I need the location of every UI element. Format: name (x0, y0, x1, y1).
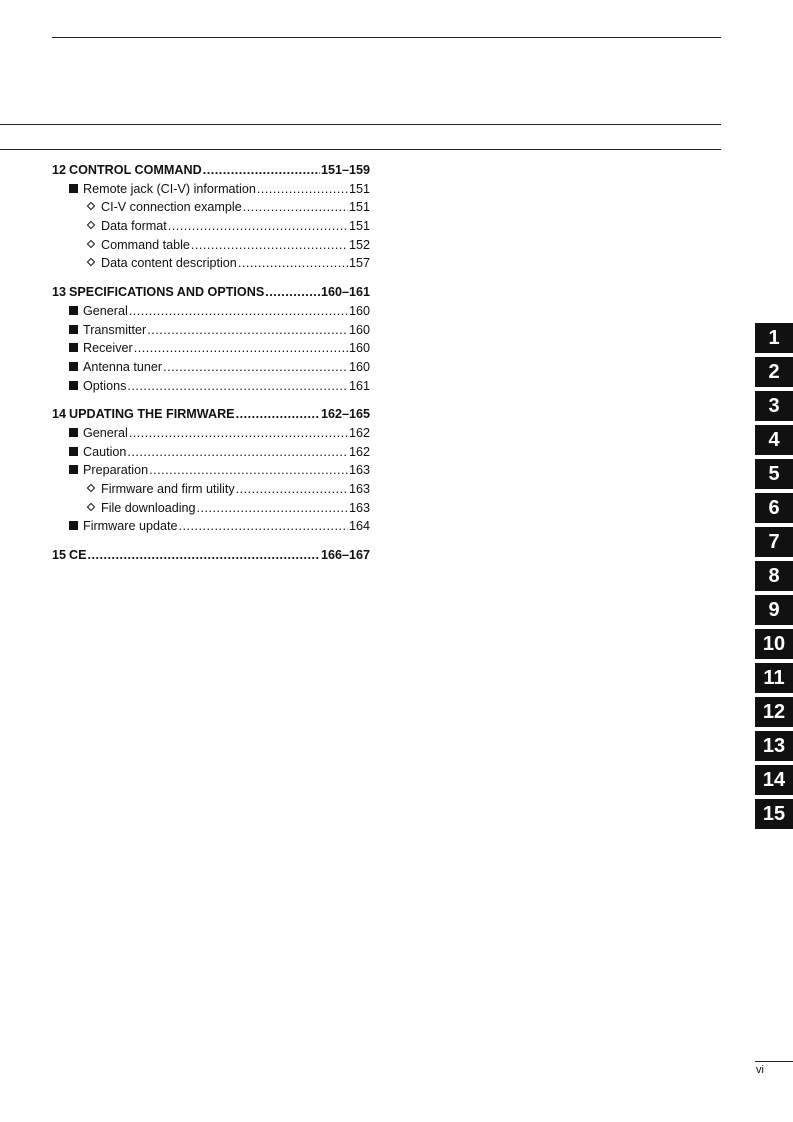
diamond-bullet-icon (87, 484, 95, 492)
toc-entry-page: 163 (348, 482, 370, 496)
top-rule (52, 37, 721, 38)
chapter-tab-8[interactable]: 8 (755, 561, 793, 591)
toc-entry-label: General (83, 303, 128, 318)
chapter-tab-3[interactable]: 3 (755, 391, 793, 421)
toc-entry[interactable] (52, 321, 370, 340)
toc-entry-page: 160 (348, 341, 370, 356)
square-bullet-icon (69, 325, 78, 334)
chapter-page-range: 166–167 (320, 548, 370, 563)
chapter-tab-11[interactable]: 11 (755, 663, 793, 693)
chapter-tab-15[interactable]: 15 (755, 799, 793, 829)
chapter-title: CONTROL COMMAND (69, 163, 202, 177)
toc-entry-page: 152 (348, 237, 370, 252)
toc-chapter-heading[interactable] (52, 546, 370, 565)
toc-entry-page: 151 (348, 219, 370, 234)
toc-entry[interactable] (52, 517, 370, 536)
toc-entry[interactable] (52, 198, 370, 217)
toc-chapter-heading[interactable] (52, 161, 370, 180)
toc-chapter-15 (52, 546, 370, 565)
toc-chapter-heading[interactable] (52, 405, 370, 424)
toc-entry-page: 160 (348, 322, 370, 337)
leader-dots (257, 180, 348, 199)
toc-entry[interactable] (52, 461, 370, 480)
leader-dots (197, 499, 348, 518)
header-rule-upper (0, 124, 721, 125)
square-bullet-icon (69, 343, 78, 352)
toc-entry[interactable] (52, 236, 370, 255)
square-bullet-icon (69, 362, 78, 371)
square-bullet-icon (69, 447, 78, 456)
square-bullet-icon (69, 184, 78, 193)
chapter-tab-2[interactable]: 2 (755, 357, 793, 387)
diamond-bullet-icon (87, 202, 95, 210)
toc-entry-label: Remote jack (CI-V) information (83, 181, 256, 196)
toc-entry-page: 164 (348, 519, 370, 534)
leader-dots (203, 161, 320, 180)
chapter-tab-7[interactable]: 7 (755, 527, 793, 557)
toc-entry[interactable] (52, 424, 370, 443)
toc-entry-label: Transmitter (83, 322, 147, 337)
page-number: vi (756, 1064, 764, 1076)
toc-chapter-heading[interactable] (52, 283, 370, 302)
square-bullet-icon (69, 521, 78, 530)
diamond-bullet-icon (87, 221, 95, 229)
toc-entry[interactable] (52, 480, 370, 499)
toc-entry-label: Receiver (83, 341, 133, 356)
toc-entry-label: Preparation (83, 463, 149, 478)
toc-entry-label: Antenna tuner (83, 359, 163, 374)
square-bullet-icon (69, 306, 78, 315)
square-bullet-icon (69, 465, 78, 474)
toc-entry[interactable] (52, 302, 370, 321)
chapter-tab-10[interactable]: 10 (755, 629, 793, 659)
toc-entry-label: CI-V connection example (101, 200, 242, 215)
chapter-page-range: 160–161 (320, 285, 370, 300)
leader-dots (236, 405, 320, 424)
diamond-bullet-icon (87, 240, 95, 248)
chapter-tab-14[interactable]: 14 (755, 765, 793, 795)
square-bullet-icon (69, 381, 78, 390)
leader-dots (134, 339, 348, 358)
chapter-number: 14 (52, 407, 67, 422)
leader-dots (191, 236, 348, 255)
leader-dots (168, 217, 348, 236)
chapter-page-range: 162–165 (320, 407, 370, 422)
toc-entry-label: Firmware update (83, 519, 178, 534)
leader-dots (236, 480, 348, 499)
leader-dots (243, 198, 348, 217)
toc-entry-page: 162 (348, 425, 370, 440)
chapter-tab-9[interactable]: 9 (755, 595, 793, 625)
chapter-title: CE (69, 548, 87, 563)
chapter-tab-5[interactable]: 5 (755, 459, 793, 489)
toc-entry-label: Options (83, 378, 127, 393)
toc-entry[interactable] (52, 499, 370, 518)
toc-entry-page: 151 (348, 181, 370, 196)
toc-entry[interactable] (52, 180, 370, 199)
diamond-bullet-icon (87, 258, 95, 266)
toc-entry-label: Data format (101, 219, 167, 234)
chapter-number: 15 (52, 548, 67, 563)
toc-entry[interactable] (52, 254, 370, 273)
chapter-title: SPECIFICATIONS AND OPTIONS (69, 285, 265, 300)
chapter-tab-6[interactable]: 6 (755, 493, 793, 523)
leader-dots (238, 254, 348, 273)
toc-entry[interactable] (52, 339, 370, 358)
toc-entry-page: 163 (348, 463, 370, 478)
toc-entry-page: 163 (348, 500, 370, 515)
toc-entry-label: Caution (83, 444, 127, 459)
toc-chapter-12 (52, 161, 370, 273)
square-bullet-icon (69, 428, 78, 437)
toc-entry[interactable] (52, 443, 370, 462)
toc-entry[interactable] (52, 377, 370, 396)
toc-entry-page: 160 (348, 303, 370, 318)
chapter-tabs (755, 323, 793, 833)
toc-entry[interactable] (52, 217, 370, 236)
leader-dots (127, 443, 348, 462)
leader-dots (147, 321, 348, 340)
toc-entry-label: Data content description (101, 256, 237, 271)
footer-rule (755, 1061, 793, 1062)
toc-entry-label: File downloading (101, 500, 196, 515)
chapter-tab-1[interactable]: 1 (755, 323, 793, 353)
chapter-number: 12 (52, 163, 67, 177)
diamond-bullet-icon (87, 502, 95, 510)
chapter-tab-4[interactable]: 4 (755, 425, 793, 455)
toc-entry-label: Firmware and firm utility (101, 482, 235, 496)
toc-entry-label: Command table (101, 237, 190, 252)
chapter-number: 13 (52, 285, 67, 300)
leader-dots (129, 424, 348, 443)
chapter-page-range: 151–159 (320, 163, 370, 177)
toc-chapter-13 (52, 283, 370, 395)
toc-chapter-14 (52, 405, 370, 536)
leader-dots (149, 461, 348, 480)
header-rule-lower (0, 149, 721, 150)
toc-entry-page: 157 (348, 256, 370, 271)
toc-entry-page: 161 (348, 378, 370, 393)
leader-dots (179, 517, 348, 536)
chapter-tab-12[interactable]: 12 (755, 697, 793, 727)
leader-dots (88, 546, 320, 565)
leader-dots (163, 358, 348, 377)
table-of-contents (52, 161, 370, 575)
leader-dots (265, 283, 320, 302)
leader-dots (127, 377, 348, 396)
toc-entry-page: 151 (348, 200, 370, 215)
toc-entry-page: 160 (348, 359, 370, 374)
toc-entry-label: General (83, 425, 128, 440)
toc-entry[interactable] (52, 358, 370, 377)
toc-entry-page: 162 (348, 444, 370, 459)
chapter-tab-13[interactable]: 13 (755, 731, 793, 761)
leader-dots (129, 302, 348, 321)
chapter-title: UPDATING THE FIRMWARE (69, 407, 235, 422)
